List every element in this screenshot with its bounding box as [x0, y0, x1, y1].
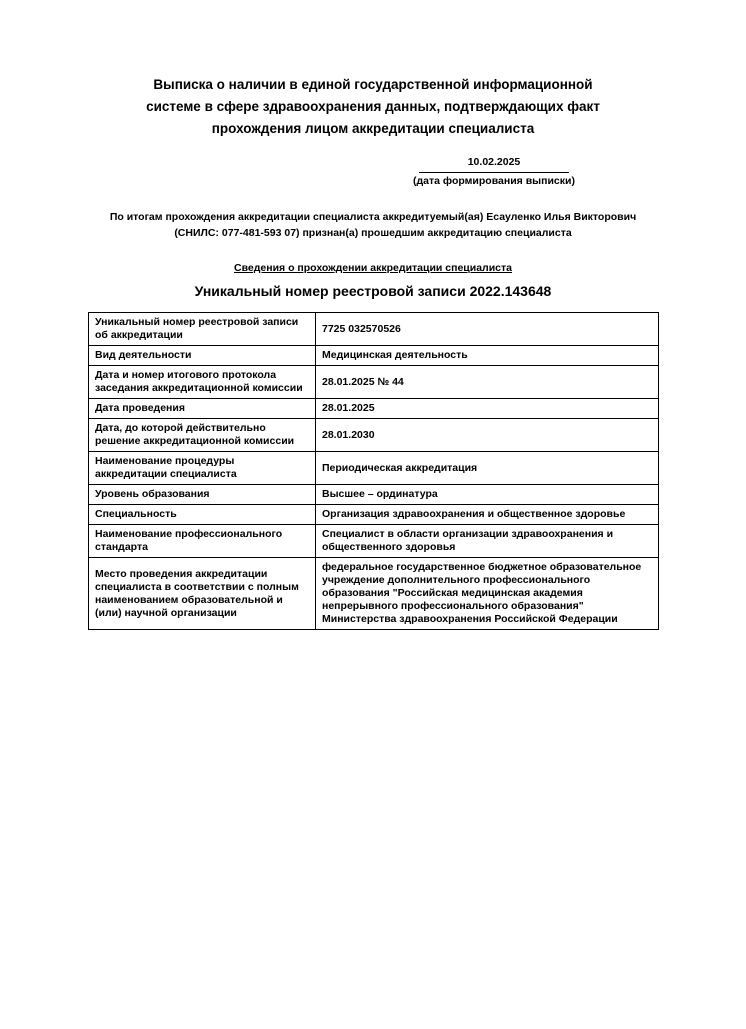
field-label-cell: Вид деятельности	[89, 346, 316, 366]
extract-date-value: 10.02.2025	[419, 156, 569, 173]
field-value-cell: Медицинская деятельность	[316, 346, 659, 366]
section-heading: Сведения о прохождении аккредитации специалиста	[234, 262, 512, 274]
field-label-cell: Специальность	[89, 505, 316, 525]
table-row	[89, 452, 659, 485]
field-label-cell: Наименование профессионального стандарта	[89, 525, 316, 558]
field-label-cell: Дата, до которой действительно решение аккредитационной комиссии	[89, 419, 316, 452]
field-value-cell: 7725 032570526	[316, 313, 659, 346]
document-title	[88, 74, 658, 140]
table-row	[89, 505, 659, 525]
accreditation-details-table	[88, 312, 659, 630]
intro-paragraph: По итогам прохождения аккредитации специалиста аккредитуемый(ая) Есауленко Илья Викторович (СНИЛС: 077-481-593 07) признан(а) прошедшим аккредитацию специалиста	[109, 211, 637, 239]
field-label-cell: Дата проведения	[89, 399, 316, 419]
table-row	[89, 558, 659, 630]
table-row	[89, 313, 659, 346]
field-label-cell: Уникальный номер реестровой записи об аккредитации	[89, 313, 316, 346]
field-value-cell: 28.01.2030	[316, 419, 659, 452]
table-row	[89, 366, 659, 399]
field-value-cell: 28.01.2025 № 44	[316, 366, 659, 399]
field-value-cell: федеральное государственное бюджетное образовательное учреждение дополнительного профессионального образования "Российская медицинская академия непрерывного профессионального образования" Министерства здравоохранения Российской Федерации	[316, 558, 659, 630]
field-label-cell: Наименование процедуры аккредитации специалиста	[89, 452, 316, 485]
table-row	[89, 419, 659, 452]
table-row	[89, 525, 659, 558]
field-label-cell: Место проведения аккредитации специалиста в соответствии с полным наименованием образовательной и (или) научной организации	[89, 558, 316, 630]
registry-number-heading: Уникальный номер реестровой записи 2022.143648	[194, 283, 552, 299]
field-value-cell: 28.01.2025	[316, 399, 659, 419]
field-value-cell: Специалист в области организации здравоохранения и общественного здоровья	[316, 525, 659, 558]
field-label-cell: Уровень образования	[89, 485, 316, 505]
field-label-cell: Дата и номер итогового протокола заседания аккредитационной комиссии	[89, 366, 316, 399]
table-row	[89, 346, 659, 366]
field-value-cell: Высшее – ординатура	[316, 485, 659, 505]
document-title-line-1: Выписка о наличии в единой государственной информационной	[153, 77, 593, 92]
table-row	[89, 399, 659, 419]
field-value-cell: Организация здравоохранения и общественное здоровье	[316, 505, 659, 525]
field-value-cell: Периодическая аккредитация	[316, 452, 659, 485]
table-row	[89, 485, 659, 505]
extract-date-block	[409, 156, 579, 188]
document-title-line-2: системе в сфере здравоохранения данных, подтверждающих факт	[146, 99, 600, 114]
document-title-line-3: прохождения лицом аккредитации специалиста	[211, 121, 535, 136]
extract-date-caption: (дата формирования выписки)	[413, 175, 575, 187]
document-content	[88, 0, 658, 630]
